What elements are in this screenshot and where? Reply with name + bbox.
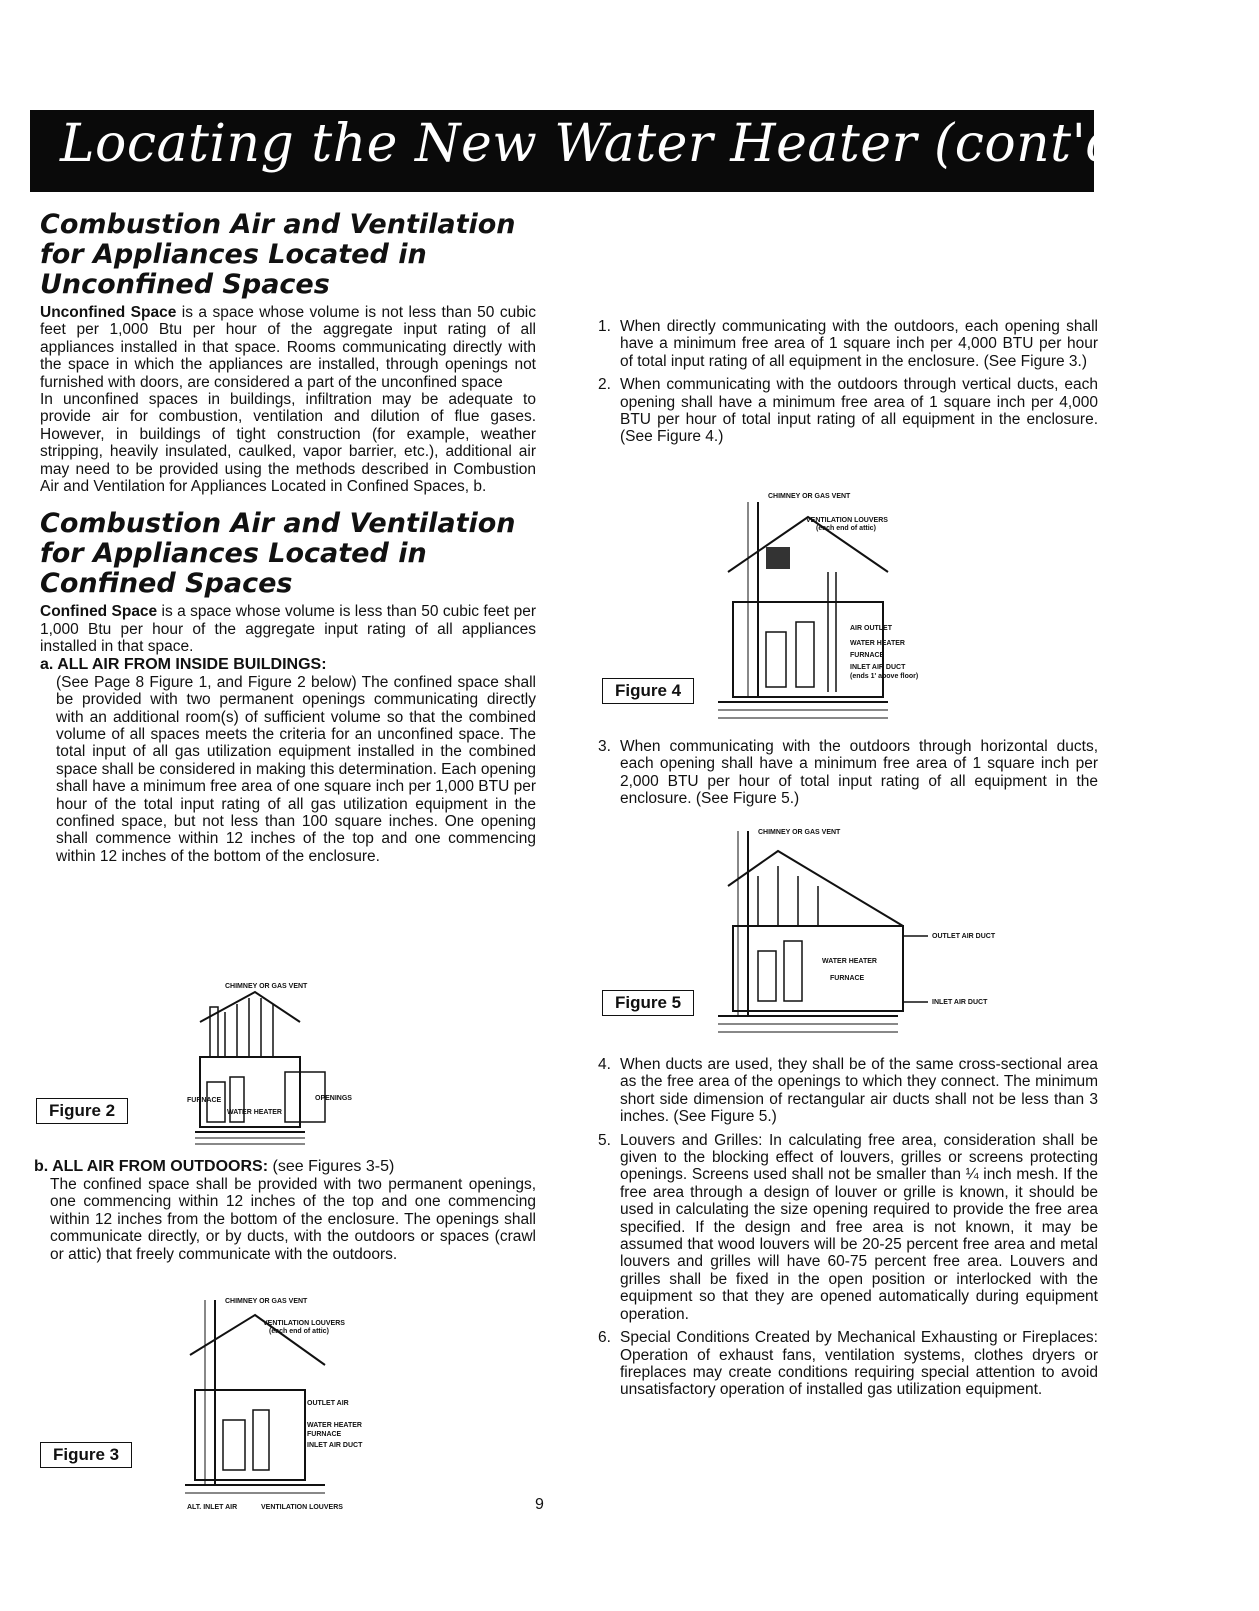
list-item: 2. When communicating with the outdoors through vertical ducts, each opening shall have a minimum free area of 1 square inch per 4,000 BTU per hour of total input rating of all equipment in the enclosure. (See Figure 4.) (598, 376, 1098, 446)
right-column-continued (598, 738, 1098, 814)
fig2-furnace-label: FURNACE (187, 1097, 222, 1104)
figure-3-diagram (185, 1295, 365, 1515)
unconfined-heading: Combustion Air and Ventilation for Appliances Located in Unconfined Spaces (40, 209, 516, 300)
confined-heading: Combustion Air and Ventilation for Appliances Located in Confined Spaces (40, 508, 516, 600)
right-column (598, 318, 1098, 452)
fig2-water-heater-label: WATER HEATER (227, 1109, 282, 1116)
fig5-furnace-label: FURNACE (830, 975, 865, 982)
fig5-inlet-label: INLET AIR DUCT (932, 999, 988, 1006)
page-number: 9 (535, 1496, 544, 1513)
fig4-inlet-label: INLET AIR DUCT (850, 664, 906, 671)
fig3-furnace-label: FURNACE (307, 1431, 342, 1438)
fig4-water-heater-label: WATER HEATER (850, 640, 905, 647)
list-item: 5. Louvers and Grilles: In calculating free area, consideration shall be given to the blocking effect of louvers, grilles or screens protecting openings. Screens used shall not be smaller than ¼ inch mesh. If the free area through a design of louver or grille is known, it should be used in calculating the size opening required to provide the free area specified. If the design and free area is not known, it may be assumed that wood louvers will be 20-25 percent free area and metal louvers and grilles will have 60-75 percent free area. Louvers and grilles shall be fixed in the open position or interlocked with the equipment so that they are opened automatically during equipment operation. (598, 1131, 1098, 1323)
unconfined-definition: Unconfined Space is a space whose volume is not less than 50 cubic feet per 1,000 Btu per hour of the aggregate input rating of all appliances installed in that space. Rooms communicating directly with the space in which the appliances are installed, through openings not furnished with doors, are considered a part of the unconfined space (40, 304, 537, 391)
section-a-heading: a. ALL AIR FROM INSIDE BUILDINGS: (40, 655, 327, 673)
figure-2-diagram (185, 982, 355, 1154)
fig5-water-heater-label: WATER HEATER (822, 958, 877, 965)
fig4-inlet-note: (ends 1' above floor) (850, 673, 919, 680)
figure-5-diagram (718, 826, 1018, 1048)
section-b-body: The confined space shall be provided with two permanent openings, one commencing within 12 inches of the top and one commencing within 12 inches from the bottom of the enclosure. The openings shall communicate directly, or by ducts, with the outdoors or spaces (crawl or attic) that freely communicate with the outdoors. (50, 1176, 536, 1263)
fig5-outlet-label: OUTLET AIR DUCT (932, 933, 996, 940)
list-item: 1. When directly communicating with the outdoors, each opening shall have a minimum free area of 1 square inch per 4,000 BTU per hour of total input rating of all equipment in the enclosure. (See Figure 3.) (598, 318, 1098, 370)
fig3-louvers-note: (each end of attic) (269, 1328, 329, 1335)
fig3-chimney-label: CHIMNEY OR GAS VENT (225, 1298, 308, 1305)
fig3-vent-louvers-label: VENTILATION LOUVERS (261, 1504, 343, 1511)
figure-2-label: Figure 2 (36, 1098, 128, 1124)
unconfined-paragraph: In unconfined spaces in buildings, infiltration may be adequate to provide air for combustion, ventilation and dilution of flue gases. However, in buildings of tight construction (for example, weather stripping, heavily insulated, caulked, vapor barrier, etc.), additional air may need to be provided using the methods described in Combustion Air and Ventilation for Appliances Located in Confined Spaces, b. (40, 391, 536, 496)
list-item: 4. When ducts are used, they shall be of the same cross-sectional area as the free area of the openings to which they connect. The minimum short side dimension of rectangular air ducts shall not be less than 3 inches. (See Figure 5.) (598, 1056, 1098, 1126)
fig3-inlet-label: INLET AIR DUCT (307, 1442, 363, 1449)
fig2-openings-label: OPENINGS (315, 1095, 352, 1102)
fig3-outlet-label: OUTLET AIR (307, 1400, 349, 1407)
figure-4-diagram (718, 492, 968, 732)
fig3-louvers-label: VENTILATION LOUVERS (263, 1320, 345, 1327)
list-item: 6. Special Conditions Created by Mechanical Exhausting or Fireplaces: Operation of exhaust fans, ventilation systems, clothes dryers or fireplaces may create conditions requiring special attention to avoid unsatisfactory operation of installed gas utilization equipment. (598, 1329, 1098, 1399)
fig4-furnace-label: FURNACE (850, 652, 885, 659)
fig3-water-heater-label: WATER HEATER (307, 1422, 362, 1429)
section-a-body: (See Page 8 Figure 1, and Figure 2 below) The confined space shall be provided with two permanent openings communicating directly with an additional room(s) of sufficient volume so that the combined volume of all spaces meets the criteria for an unconfined space. The total input of all gas utilization equipment installed in the combined space shall be considered in making this determination. Each opening shall have a minimum free area of one square inch per 1,000 BTU per hour of the total input rating of all gas utilization equipment in the confined space, but not less than 100 square inches. One opening shall commence within 12 inches of the top and one commencing within 12 inches of the bottom of the enclosure. (56, 673, 536, 865)
confined-definition: Confined Space is a space whose volume is less than 50 cubic feet per 1,000 Btu per hour of the aggregate input rating of all appliances installed in that space. (40, 603, 536, 656)
fig4-louvers-note: (each end of attic) (816, 525, 876, 532)
figure-3-label: Figure 3 (40, 1442, 132, 1468)
list-item: 3. When communicating with the outdoors through horizontal ducts, each opening shall have a minimum free area of 1 square inch per 2,000 BTU per hour of total input rating of all equipment in the enclosure. (See Figure 5.) (598, 738, 1098, 808)
right-column-end (598, 1056, 1098, 1405)
figure-5-label: Figure 5 (602, 990, 694, 1016)
fig4-chimney-label: CHIMNEY OR GAS VENT (768, 493, 851, 500)
figure-4-label: Figure 4 (602, 678, 694, 704)
fig2-chimney-label: CHIMNEY OR GAS VENT (225, 983, 308, 990)
fig5-chimney-label: CHIMNEY OR GAS VENT (758, 829, 841, 836)
left-column (40, 210, 536, 865)
fig4-outlet-label: AIR OUTLET (850, 625, 892, 632)
banner-title: Locating the New Water Heater (cont'd) (60, 114, 1141, 174)
fig4-louvers-label: VENTILATION LOUVERS (806, 517, 888, 524)
section-b-heading: b. ALL AIR FROM OUTDOORS: (see Figures 3-5) (34, 1158, 395, 1175)
section-banner (30, 110, 1141, 192)
section-b (34, 1158, 536, 1263)
fig3-alt-inlet-label: ALT. INLET AIR (187, 1504, 238, 1511)
